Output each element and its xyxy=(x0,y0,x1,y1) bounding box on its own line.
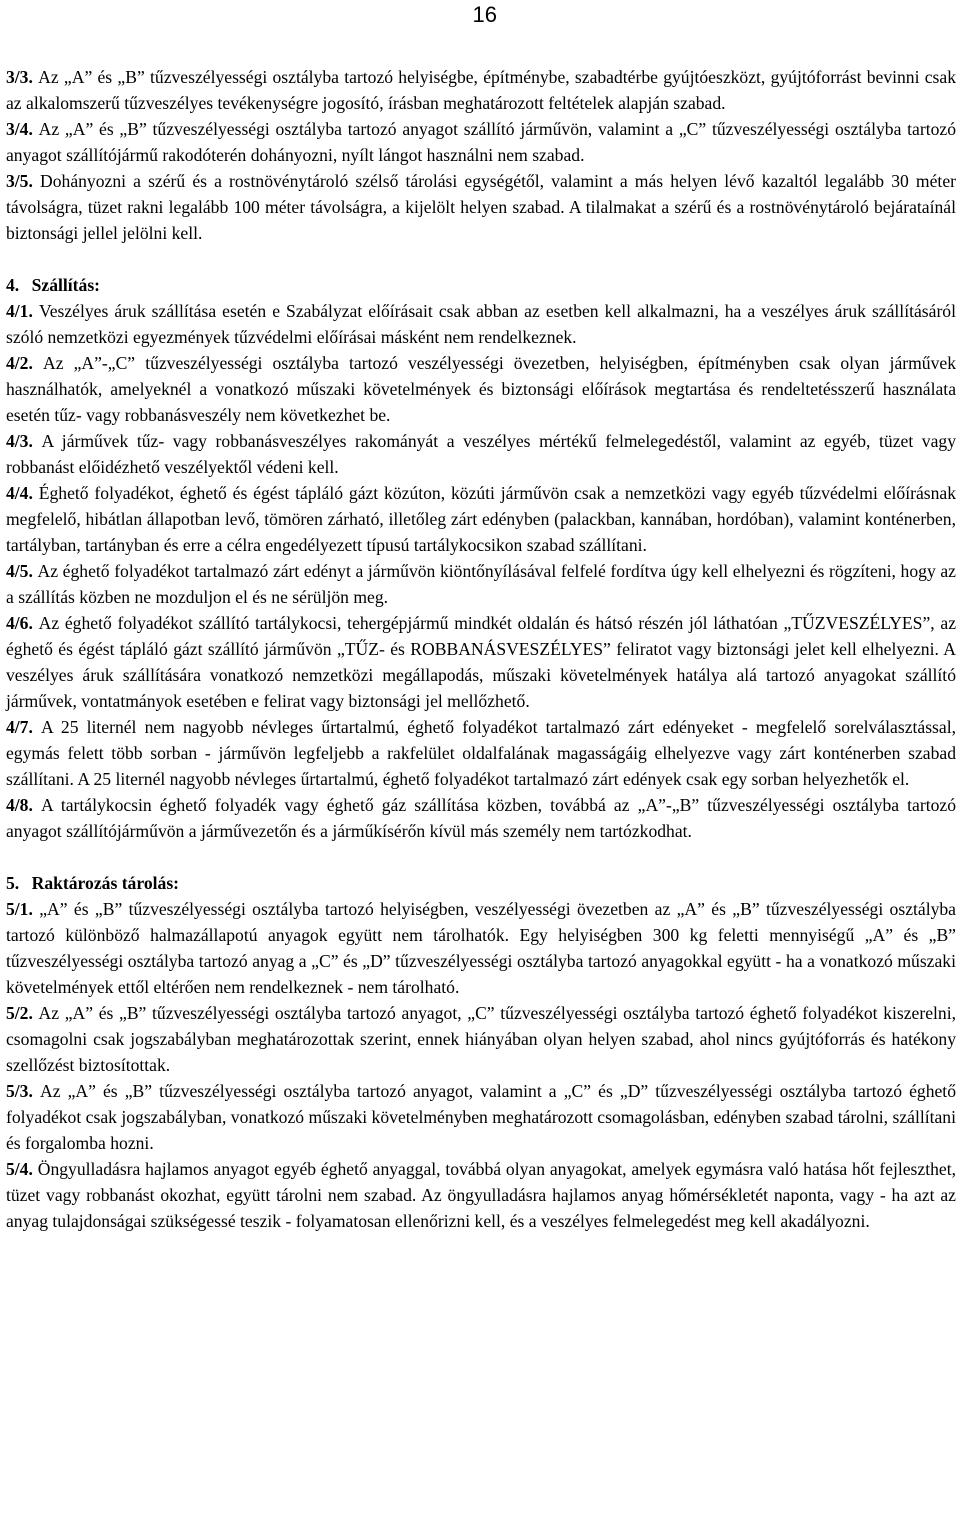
paragraph-number: 4/3. xyxy=(6,431,33,451)
paragraph-text: A tartálykocsin éghető folyadék vagy éghető gáz szállítása közben, továbbá az „A”-„B” tűzveszélyességi osztályba tartozó anyagot szállítójárművön a járművezetőn és a járműkísérőn kívül más személy nem tartózkodhat. xyxy=(6,795,956,841)
paragraph-text: Az „A” és „B” tűzveszélyességi osztályba tartozó anyagot, valamint a „C” és „D” tűzveszélyességi osztályba tartozó éghető folyadékot csak jogszabályban, vonatkozó műszaki követelményben meghatározott csomagolásban, edényben szabad tárolni, szállítani és forgalomba hozni. xyxy=(6,1081,956,1153)
paragraph xyxy=(6,298,956,350)
section-title: Szállítás: xyxy=(31,275,101,295)
paragraph-number: 4/6. xyxy=(6,613,33,633)
paragraph xyxy=(6,116,956,168)
paragraph-text: Az éghető folyadékot szállító tartálykocsi, tehergépjármű mindkét oldalán és hátsó részén jól láthatóan „TŰZVESZÉLYES”, az éghető és égést tápláló gázt szállító járművön „TŰZ- és ROBBANÁSVESZÉLYES” feliratot vagy biztonsági jelet kell elhelyezni. A veszélyes áruk szállítására vonatkozó nemzetközi megállapodás, műszaki követelmények hatálya alá tartozó anyagokat szállító járművek, vontatmányok esetében e felirat vagy biztonsági jel mellőzhető. xyxy=(6,613,956,711)
paragraph-text: Az „A”-„C” tűzveszélyességi osztályba tartozó veszélyességi övezetben, helyiségben, építményben csak olyan járművek használhatók, amelyeknél a vonatkozó műszaki követelmények és biztonsági előírások megtartása és rendeltetésszerű használata esetén tűz- vagy robbanásveszély nem következhet be. xyxy=(6,353,956,425)
paragraph xyxy=(6,64,956,116)
paragraph-text: Az éghető folyadékot tartalmazó zárt edényt a járművön kiöntőnyílásával felfelé fordítva úgy kell elhelyezni és rögzíteni, hogy az a szállítás közben ne mozduljon el és ne sérüljön meg. xyxy=(6,561,956,607)
paragraph-text: Az „A” és „B” tűzveszélyességi osztályba tartozó anyagot szállító járművön, valamint a „C” tűzveszélyességi osztályba tartozó anyagot szállítójármű rakodóterén dohányozni, nyílt lángot használni nem szabad. xyxy=(6,119,956,165)
paragraph-number: 4/8. xyxy=(6,795,33,815)
section-number: 5. xyxy=(6,873,20,893)
paragraph-text: Öngyulladásra hajlamos anyagot egyéb éghető anyaggal, továbbá olyan anyagokat, amelyek egymásra való hatása hőt fejleszthet, tüzet vagy robbanást okozhat, együtt tárolni nem szabad. Az öngyulladásra hajlamos anyag hőmérsékletét naponta, vagy - ha azt az anyag tulajdonságai szükségessé teszik - folyamatosan ellenőrizni kell, és a veszélyes felmelegedést meg kell akadályozni. xyxy=(6,1159,956,1231)
paragraph-number: 5/1. xyxy=(6,899,33,919)
paragraph xyxy=(6,1000,956,1078)
paragraph xyxy=(6,792,956,844)
paragraph-number: 4/7. xyxy=(6,717,33,737)
section-heading xyxy=(6,870,956,896)
paragraph-text: „A” és „B” tűzveszélyességi osztályba tartozó helyiségben, veszélyességi övezetben az „A” és „B” tűzveszélyességi osztályba tartozó különböző halmazállapotú anyagok együtt nem tárolhatók. Egy helyiségben 300 kg feletti mennyiségű „A” és „B” tűzveszélyességi osztályba tartozó anyag a „C” és „D” tűzveszélyességi osztályba tartozó anyagokkal együtt - ha a vonatkozó műszaki követelmények ettől eltérően nem rendelkeznek - nem tárolható. xyxy=(6,899,956,997)
paragraph-number: 4/4. xyxy=(6,483,33,503)
paragraph-text: Az „A” és „B” tűzveszélyességi osztályba tartozó anyagot, „C” tűzveszélyességi osztályba tartozó éghető folyadékot kiszerelni, csomagolni csak jogszabályban meghatározottak szerint, ennek hiányában olyan helyen szabad, ahol nincs gyújtóforrás és hatékony szellőzést biztosítottak. xyxy=(6,1003,956,1075)
paragraph xyxy=(6,1156,956,1234)
section-title: Raktározás tárolás: xyxy=(31,873,180,893)
paragraph-number: 3/3. xyxy=(6,67,33,87)
paragraph xyxy=(6,480,956,558)
paragraph-number: 4/1. xyxy=(6,301,33,321)
paragraph xyxy=(6,558,956,610)
paragraph-number: 5/2. xyxy=(6,1003,33,1023)
paragraph xyxy=(6,350,956,428)
paragraph xyxy=(6,896,956,1000)
paragraph-number: 4/2. xyxy=(6,353,33,373)
paragraph xyxy=(6,168,956,246)
paragraph-number: 4/5. xyxy=(6,561,33,581)
paragraph-text: Dohányozni a szérű és a rostnövénytároló szélső tárolási egységétől, valamint a más helyen lévő kazaltól legalább 30 méter távolságra, tüzet rakni legalább 100 méter távolságra, a kijelölt helyen szabad. A tilalmakat a szérű és a rostnövénytároló bejárataínál biztonsági jellel jelölni kell. xyxy=(6,171,956,243)
paragraph-number: 3/4. xyxy=(6,119,33,139)
paragraph-number: 5/4. xyxy=(6,1159,33,1179)
section-spacer xyxy=(6,844,956,870)
page-number: 16 xyxy=(472,2,497,27)
paragraph xyxy=(6,1078,956,1156)
paragraph-number: 3/5. xyxy=(6,171,33,191)
paragraph-text: Az „A” és „B” tűzveszélyességi osztályba tartozó helyiségbe, építménybe, szabadtérbe gyújtóeszközt, gyújtóforrást bevinni csak az alkalomszerű tűzveszélyes tevékenységre jogosító, írásban meghatározott feltételek alapján szabad. xyxy=(6,67,957,113)
section-number: 4. xyxy=(6,275,20,295)
paragraph-text: A 25 liternél nem nagyobb névleges űrtartalmú, éghető folyadékot tartalmazó zárt edényeket - megfelelő sorelválasztással, egymás felett több sorban - járművön legfeljebb a rakfelület oldalfalának magasságáig elhelyezve vagy zárt konténerben szabad szállítani. A 25 liternél nagyobb névleges űrtartalmú, éghető folyadékot tartalmazó zárt edények csak egy sorban helyezhetők el. xyxy=(6,717,956,789)
paragraph-text: Veszélyes áruk szállítása esetén e Szabályzat előírásait csak abban az esetben kell alkalmazni, ha a veszélyes áruk szállításáról szóló nemzetközi egyezmények tűzvédelmi előírásai másként nem rendelkeznek. xyxy=(6,301,956,347)
document-body xyxy=(6,64,956,1234)
paragraph-number: 5/3. xyxy=(6,1081,33,1101)
section-heading xyxy=(6,272,956,298)
paragraph-text: Éghető folyadékot, éghető és égést tápláló gázt közúton, közúti járművön csak a nemzetközi vagy egyéb tűzvédelmi előírásnak megfelelő, hibátlan állapotban levő, tömören zárható, illetőleg zárt edényben (palackban, kannában, hordóban), valamint konténerben, tartályban, tartányban és erre a célra engedélyezett típusú tartálykocsikon szabad szállítani. xyxy=(6,483,956,555)
paragraph xyxy=(6,428,956,480)
paragraph xyxy=(6,714,956,792)
paragraph-text: A járművek tűz- vagy robbanásveszélyes rakományát a veszélyes mértékű felmelegedéstől, valamint az egyéb, tüzet vagy robbanást előidézhető veszélyektől védeni kell. xyxy=(6,431,956,477)
section-spacer xyxy=(6,246,956,272)
paragraph xyxy=(6,610,956,714)
